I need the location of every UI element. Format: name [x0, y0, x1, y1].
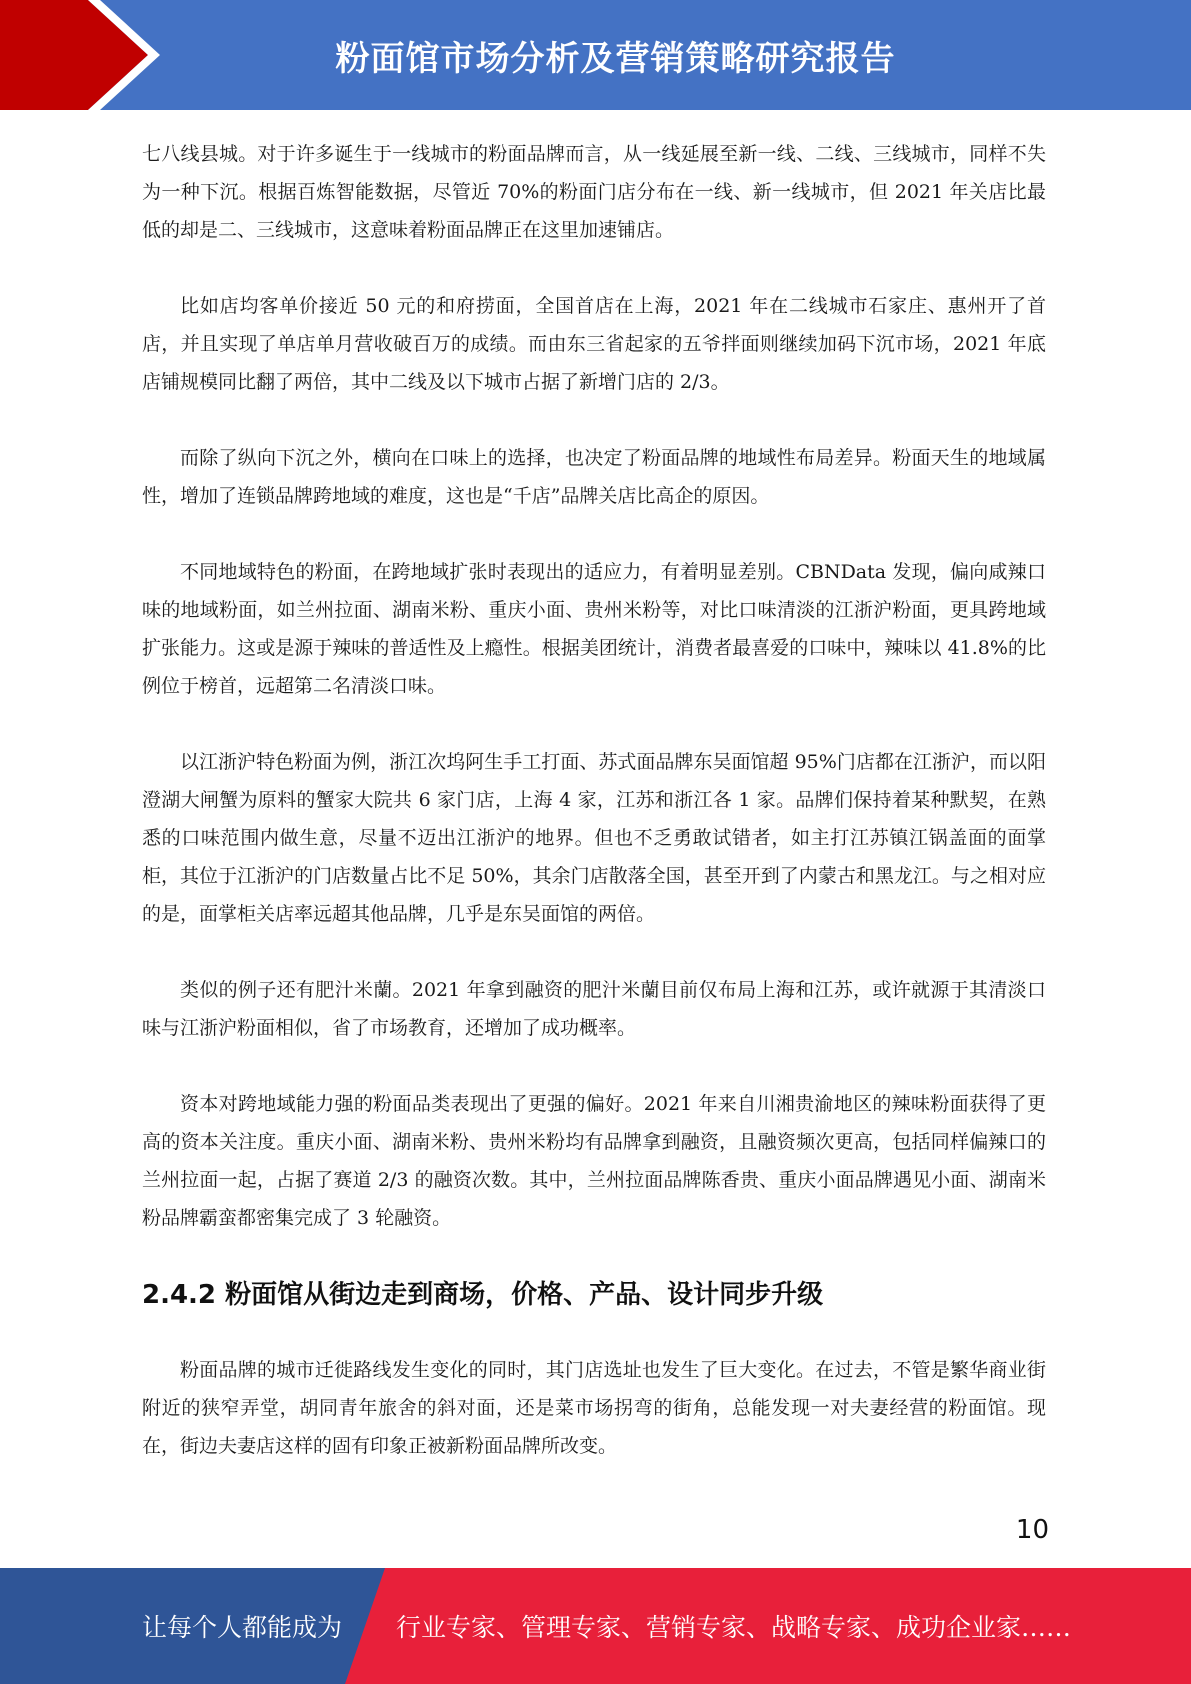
- report-title: 粉面馆市场分析及营销策略研究报告: [335, 38, 896, 79]
- paragraph-7: 资本对跨地域能力强的粉面品类表现出了更强的偏好。2021 年来自川湘贵渝地区的辣味粉面获得了更高的资本关注度。重庆小面、湖南米粉、贵州米粉均有品牌拿到融资，且融资频次更高，包括同样偏辣口的兰州拉面一起，占据了赛道 2/3 的融资次数。其中，兰州拉面品牌陈香贵、重庆小面品牌遇见小面、湖南米粉品牌霸蛮都密集完成了 3 轮融资。: [142, 1093, 1046, 1229]
- page-footer: [0, 1568, 1191, 1684]
- main-content: [142, 135, 1046, 1503]
- paragraph-1: 七八线县城。对于许多诞生于一线城市的粉面品牌而言，从一线延展至新一线、二线、三线城市，同样不失为一种下沉。根据百炼智能数据，尽管近 70%的粉面门店分布在一线、新一线城市，但 2021 年关店比最低的却是二、三线城市，这意味着粉面品牌正在这里加速铺店。: [142, 143, 1046, 241]
- paragraph-6: 类似的例子还有肥汁米蘭。2021 年拿到融资的肥汁米蘭目前仅布局上海和江苏，或许就源于其清淡口味与江浙沪粉面相似，省了市场教育，还增加了成功概率。: [142, 979, 1046, 1039]
- paragraph-8: 粉面品牌的城市迁徙路线发生变化的同时，其门店选址也发生了巨大变化。在过去，不管是繁华商业街附近的狭窄弄堂，胡同青年旅舍的斜对面，还是菜市场拐弯的街角，总能发现一对夫妻经营的粉面馆。现在，街边夫妻店这样的固有印象正被新粉面品牌所改变。: [142, 1359, 1046, 1457]
- page-number: 10: [1015, 1515, 1049, 1545]
- page-header: [0, 0, 1191, 110]
- paragraph-2: 比如店均客单价接近 50 元的和府捞面，全国首店在上海，2021 年在二线城市石家庄、惠州开了首店，并且实现了单店单月营收破百万的成绩。而由东三省起家的五爷拌面则继续加码下沉市场，2021 年底店铺规模同比翻了两倍，其中二线及以下城市占据了新增门店的 2/3。: [142, 295, 1046, 393]
- paragraph-5: 以江浙沪特色粉面为例，浙江次坞阿生手工打面、苏式面品牌东吴面馆超 95%门店都在江浙沪，而以阳澄湖大闸蟹为原料的蟹家大院共 6 家门店，上海 4 家，江苏和浙江各 1 家。品牌们保持着某种默契，在熟悉的口味范围内做生意，尽量不迈出江浙沪的地界。但也不乏勇敢试错者，如主打江苏镇江锅盖面的面掌柜，其位于江浙沪的门店数量占比不足 50%，其余门店散落全国，甚至开到了内蒙古和黑龙江。与之相对应的是，面掌柜关店率远超其他品牌，几乎是东吴面馆的两倍。: [142, 751, 1046, 925]
- footer-slogan-right: 行业专家、管理专家、营销专家、战略专家、成功企业家……: [396, 1613, 1072, 1642]
- paragraph-3: 而除了纵向下沉之外，横向在口味上的选择，也决定了粉面品牌的地域性布局差异。粉面天生的地域属性，增加了连锁品牌跨地域的难度，这也是“千店”品牌关店比高企的原因。: [142, 447, 1046, 507]
- footer-slogan-left: 让每个人都能成为: [142, 1613, 343, 1642]
- section-heading: 2.4.2 粉面馆从街边走到商场，价格、产品、设计同步升级: [142, 1280, 824, 1310]
- paragraph-4: 不同地域特色的粉面，在跨地域扩张时表现出的适应力，有着明显差别。CBNData 发现，偏向咸辣口味的地域粉面，如兰州拉面、湖南米粉、重庆小面、贵州米粉等，对比口味清淡的江浙沪粉面，更具跨地域扩张能力。这或是源于辣味的普适性及上瘾性。根据美团统计，消费者最喜爱的口味中，辣味以 41.8%的比例位于榜首，远超第二名清淡口味。: [142, 561, 1046, 697]
